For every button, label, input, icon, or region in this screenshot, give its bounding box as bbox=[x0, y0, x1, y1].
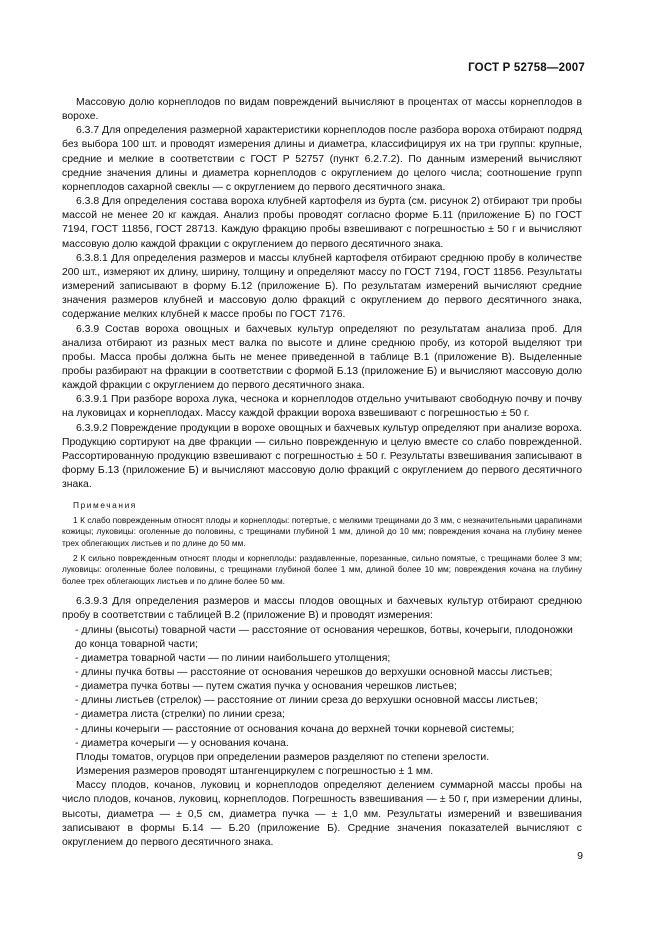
paragraph: Измерения размеров проводят штангенциркулем с погрешностью ± 1 мм. bbox=[76, 766, 434, 778]
paragraph-6-3-9-2: 6.3.9.2 Повреждение продукции в ворохе овощных и бахчевых культур определяют при анализе вороха. Продукцию сортируют на две фракции — сильно поврежденную и целую вместе со слабо поврежденной. Рассортированную продукцию взвешивают с погрешностью ± 50 г. Результаты взвешивания записывают в форму Б.13 (приложение Б) и вычисляют массовую долю фракций с округлением до первого десятичного знака. bbox=[62, 422, 582, 491]
paragraph-6-3-9-1: 6.3.9.1 При разборе вороха лука, чеснока и корнеплодов отдельно учитывают свободную почву и почву на луковицах и корнеплодах. Массу каждой фракции вороха взвешивают с погрешностью ± 50 г. bbox=[62, 394, 582, 420]
list-item: - длины (высоты) товарной части — расстояние от основания черешков, ботвы, кочерыги, плодоножки до конца товарной части; bbox=[75, 624, 573, 650]
list-item: - длины пучка ботвы — расстояние от основания черешков до верхушки основной массы листьев; bbox=[75, 667, 553, 678]
list-item: - диаметра товарной части — по линии наибольшего утолщения; bbox=[75, 652, 391, 664]
document-body bbox=[62, 96, 582, 850]
list-item: - диаметра листа (стрелки) по линии среза; bbox=[75, 709, 285, 721]
paragraph: Массовую долю корнеплодов по видам повреждений вычисляют в процентах от массы корнеплодов в ворохе. bbox=[62, 97, 582, 123]
note-item: 2 К сильно поврежденным относят плоды и корнеплоды: раздавленные, порезанные, сильно помятые, с трещинами более 3 мм; луковицы: оголенные более половины, с трещинами глубиной более 1 мм, длиной более 10 мм; повреждения кочана на глубину более трех облегающих листьев и по длине более 50 мм. bbox=[62, 553, 582, 586]
paragraph: Массу плодов, кочанов, луковиц и корнеплодов определяют делением суммарной массы пробы на число плодов, кочанов, луковиц, корнеплодов. Погрешность взвешивания — ± 50 г, при измерении длины, высоты, диаметра — ± 0,5 см, диаметра пучка — ± 1,0 мм. Результаты измерений и взвешивания записывают в формы Б.14 — Б.20 (приложение Б). Средние значения показателей вычисляют с округлением до первого десятичного знака. bbox=[62, 780, 582, 848]
paragraph-6-3-9: 6.3.9 Состав вороха овощных и бахчевых культур определяют по результатам анализа проб. Для анализа отбирают из разных мест валка по высоте и длине среднюю пробу, из которой выделяют три пробы. Масса пробы должна быть не менее приведенной в таблице В.1 (приложение В). Выделенные пробы разбирают на фракции в соответствии с формой Б.13 (приложение Б) и вычисляют массовую долю каждой фракции с округлением до первого десятичного знака. bbox=[62, 323, 582, 392]
note-item: 1 К слабо поврежденным относят плоды и корнеплоды: потертые, с мелкими трещинами до 3 мм, с незначительными царапинами кожицы; луковицы: оголенные до половины, с трещинами глубиной 1 мм, длиной до 10 мм; повреждения кочана на глубину менее трех облегающих листьев и по длине до 50 мм. bbox=[62, 514, 582, 548]
notes-title: Примечания bbox=[73, 500, 137, 511]
page-number: 9 bbox=[577, 850, 583, 862]
paragraph: Плоды томатов, огурцов при определении размеров разделяют по степени зрелости. bbox=[76, 751, 490, 763]
list-item: - диаметра кочерыги — у основания кочана. bbox=[75, 737, 289, 749]
paragraph-6-3-7: 6.3.7 Для определения размерной характеристики корнеплодов после разбора вороха отбирают подряд без выбора 100 шт. и проводят измерения длины и диаметра, классифицируя их на три группы: крупные, средние и мелкие в соответствии с ГОСТ Р 52757 (пункт 6.2.7.2). По данным измерений вычисляют средние значения длины и диаметра корнеплодов с округлением до целого числа; соотношение групп корнеплодов сахарной свеклы — с округлением до первого десятичного знака. bbox=[62, 125, 582, 193]
list-item: - диаметра пучка ботвы — путем сжатия пучка у основания черешков листьев; bbox=[75, 681, 457, 693]
list-item: - длины листьев (стрелок) — расстояние от линии среза до верхушки основной массы листьев; bbox=[75, 695, 538, 707]
paragraph-6-3-8: 6.3.8 Для определения состава вороха клубней картофеля из бурта (см. рисунок 2) отбирают три пробы массой не менее 20 кг каждая. Анализ пробы проводят согласно форме Б.11 (приложение Б) по ГОСТ 7194, ГОСТ 11856, ГОСТ 28713. Каждую фракцию пробы взвешивают с погрешностью ± 50 г и вычисляют массовую долю каждой фракции с округлением до первого десятичного знака. bbox=[62, 196, 582, 250]
list-item: - длины кочерыги — расстояние от основания кочана до верхней точки корневой системы; bbox=[75, 723, 515, 735]
document-header: ГОСТ Р 52758—2007 bbox=[468, 62, 585, 74]
paragraph-6-3-8-1: 6.3.8.1 Для определения размеров и массы клубней картофеля отбирают среднюю пробу в количестве 200 шт., измеряют их длину, ширину, толщину и определяют массу по ГОСТ 7194, ГОСТ 11856. Результаты измерений записывают в форму Б.12 (приложение Б). По результатам измерений вычисляют средние значения размеров клубней и массовую долю фракций с округлением до первого десятичного знака, содержание мелких клубней к массе пробы по ГОСТ 7176. bbox=[62, 252, 582, 321]
notes-block bbox=[62, 500, 582, 587]
paragraph-6-3-9-3: 6.3.9.3 Для определения размеров и массы плодов овощных и бахчевых культур отбирают среднюю пробу в соответствии с таблицей В.2 (приложение В) и проводят измерения: bbox=[62, 596, 582, 622]
